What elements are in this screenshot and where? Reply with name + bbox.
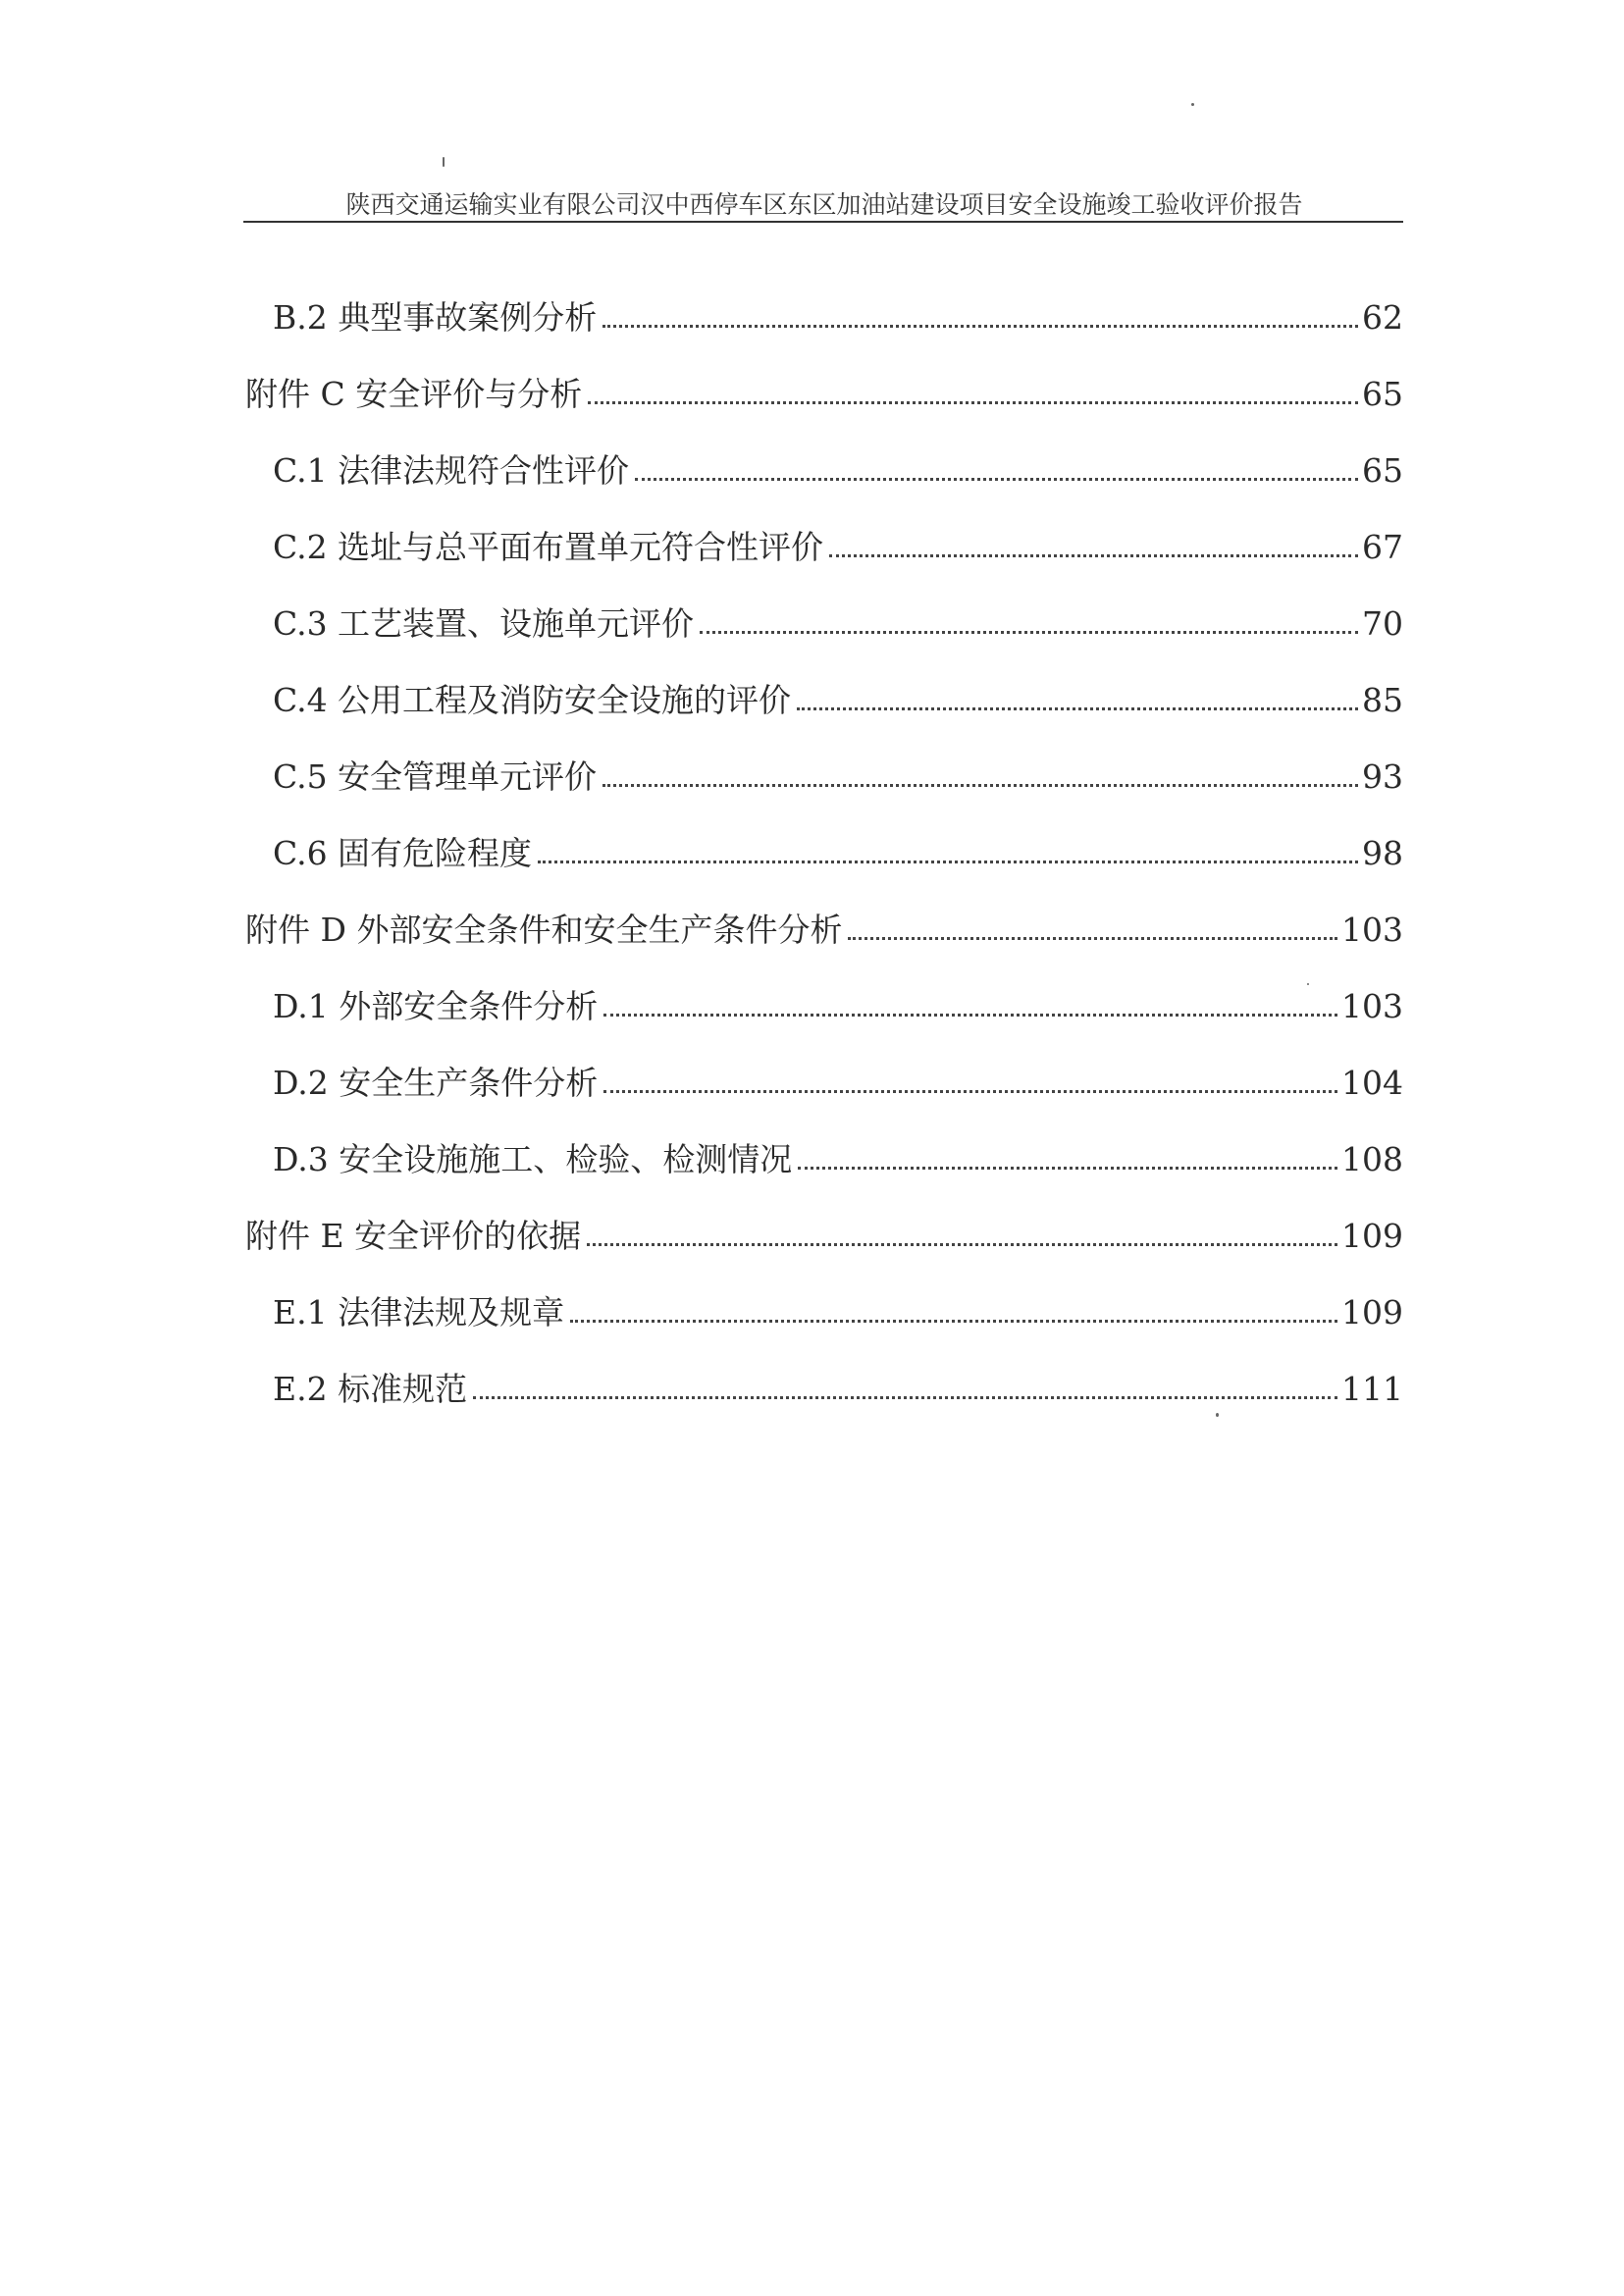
toc-leader-dots [602,784,1358,787]
toc-entry-page: 85 [1362,681,1403,719]
toc-entry[interactable] [273,1126,1403,1178]
toc-entry[interactable] [273,591,1403,643]
toc-entry[interactable] [273,438,1403,490]
scan-speck [1191,103,1194,106]
toc-entry-page: 65 [1362,375,1403,413]
toc-entry[interactable] [273,1279,1403,1329]
toc-entry-page: 93 [1362,757,1403,796]
scan-speck [1216,1413,1219,1417]
toc-leader-dots [848,937,1337,940]
toc-entry-label: E.1 法律法规及规章 [273,1293,565,1331]
toc-entry-label: D.2 安全生产条件分析 [273,1064,599,1102]
toc-leader-dots [602,325,1358,328]
toc-entry-page: 104 [1341,1064,1403,1102]
toc-leader-dots [635,478,1358,481]
toc-entry-page: 62 [1362,298,1403,337]
toc-entry-page: 65 [1362,451,1403,490]
toc-entry[interactable] [273,973,1403,1025]
scan-speck [443,157,445,167]
running-header [245,183,1403,224]
toc-entry-page: 70 [1362,604,1403,643]
toc-entry-label: 附件 C 安全评价与分析 [245,375,583,413]
toc-entry-page: 103 [1341,987,1403,1025]
toc-leader-dots [570,1320,1337,1323]
toc-entry[interactable] [245,897,1403,949]
toc-entry-label: E.2 标准规范 [273,1370,468,1408]
toc-leader-dots [603,1090,1337,1093]
toc-leader-dots [587,1243,1337,1246]
toc-leader-dots [797,707,1358,710]
toc-entry[interactable] [273,514,1403,566]
toc-entry[interactable] [273,744,1403,796]
toc-entry-page: 67 [1362,528,1403,566]
toc-entry-label: 附件 E 安全评价的依据 [245,1217,582,1255]
toc-entry-page: 109 [1341,1217,1403,1255]
toc-leader-dots [588,401,1358,404]
toc-entry-label: D.1 外部安全条件分析 [273,987,599,1025]
toc-entry-page: 109 [1341,1293,1403,1331]
toc-entry-label: C.5 安全管理单元评价 [273,757,598,796]
toc-entry[interactable] [245,361,1403,413]
toc-entry-label: C.4 公用工程及消防安全设施的评价 [273,681,792,719]
toc-entry-label: 附件 D 外部安全条件和安全生产条件分析 [245,911,843,949]
toc-leader-dots [700,631,1358,634]
toc-leader-dots [473,1396,1337,1399]
toc-leader-dots [603,1014,1337,1017]
toc-entry-page: 111 [1341,1370,1403,1408]
toc-entry-label: D.3 安全设施施工、检验、检测情况 [273,1140,793,1178]
toc-leader-dots [538,861,1358,863]
scan-speck [1307,983,1309,985]
toc-entry-label: C.6 固有危险程度 [273,834,533,872]
toc-entry-label: C.1 法律法规符合性评价 [273,451,630,490]
toc-entry[interactable] [245,1203,1403,1255]
toc-leader-dots [798,1167,1337,1170]
toc-entry-label: C.3 工艺装置、设施单元评价 [273,604,695,643]
toc-entry[interactable] [273,285,1403,337]
toc-entry-page: 98 [1362,834,1403,872]
header-rule [243,221,1403,223]
toc-leader-dots [829,554,1358,557]
toc-entry[interactable] [273,820,1403,872]
toc-entry[interactable] [273,667,1403,719]
toc-entry[interactable] [273,1356,1403,1408]
toc-entry-page: 103 [1341,911,1403,949]
toc-entry[interactable] [273,1050,1403,1102]
toc-entry-label: B.2 典型事故案例分析 [273,298,598,337]
header-title: 陕西交通运输实业有限公司汉中西停车区东区加油站建设项目安全设施竣工验收评价报告 [345,190,1303,219]
toc-entry-label: C.2 选址与总平面布置单元符合性评价 [273,528,824,566]
toc-entry-page: 108 [1341,1140,1403,1178]
